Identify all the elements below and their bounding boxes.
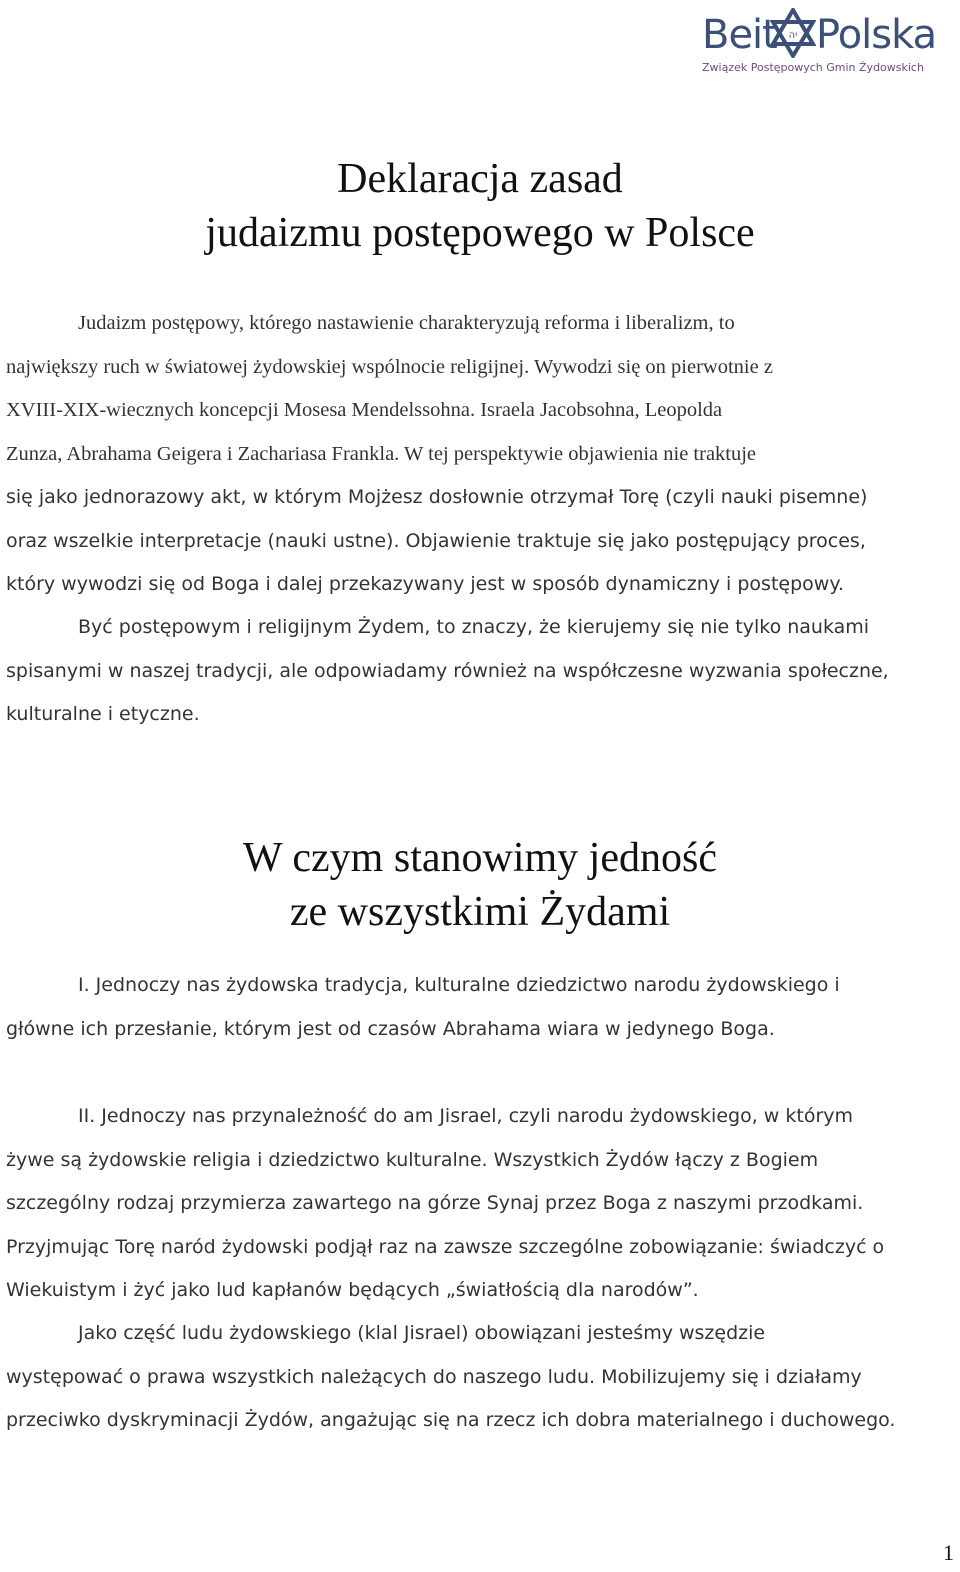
svg-text:יה: יה [788, 30, 798, 41]
text-line: Wiekuistym i żyć jako lud kapłanów będących „światłością dla narodów”. [6, 1279, 699, 1301]
text-line: II. Jednoczy nas przynależność do am Jisrael, czyli narodu żydowskiego, w którym [78, 1105, 854, 1127]
document-title-line1: Deklaracja zasad [337, 156, 623, 202]
text-line: główne ich przesłanie, którym jest od czasów Abrahama wiara w jedynego Boga. [6, 1017, 775, 1040]
text-line: się jako jednorazowy akt, w którym Mojżesz dosłownie otrzymał Torę (czyli nauki pisemne) [6, 486, 868, 508]
text-line: Być postępowym i religijnym Żydem, to znaczy, że kierujemy się nie tylko naukami [78, 616, 870, 638]
text-line: oraz wszelkie interpretacje (nauki ustne). Objawienie traktuje się jako postępujący proces, [6, 529, 866, 552]
text-line: szczególny rodzaj przymierza zawartego na górze Synaj przez Boga z naszymi przodkami. [6, 1192, 864, 1214]
principle-2-continuation-paragraph [6, 1312, 960, 1443]
text-line: kulturalne i etyczne. [6, 703, 200, 725]
document-title [0, 152, 960, 260]
principle-2-paragraph [6, 1095, 960, 1313]
text-line: Jako część ludu żydowskiego (klal Jisrael) obowiązani jesteśmy wszędzie [78, 1322, 766, 1344]
intro-paragraph-2 [6, 606, 960, 737]
logo-word-polska: Polska [816, 12, 937, 58]
section-title [0, 831, 960, 939]
intro-paragraph-1 [6, 302, 960, 607]
principle-1-paragraph [6, 964, 960, 1051]
text-line: spisanymi w naszej tradycji, ale odpowiadamy również na współczesne wyzwania społeczne, [6, 659, 889, 682]
text-line: Judaizm postępowy, którego nastawienie charakteryzują reforma i liberalizm, to [78, 312, 735, 334]
section-title-line1: W czym stanowimy jedność [243, 835, 717, 881]
text-line: przeciwko dyskryminacji Żydów, angażując się na rzecz ich dobra materialnego i duchowego. [6, 1409, 896, 1431]
logo-word-beit: Beit [702, 12, 777, 58]
beit-polska-logo [690, 8, 940, 78]
text-line: żywe są żydowskie religia i dziedzictwo kulturalne. Wszystkich Żydów łączy z Bogiem [6, 1148, 819, 1171]
section-title-line2: ze wszystkimi Żydami [289, 889, 671, 935]
text-line: Zunza, Abrahama Geigera i Zachariasa Frankla. W tej perspektywie objawienia nie traktuje [6, 442, 757, 465]
text-line: Przyjmując Torę naród żydowski podjął raz na zawsze szczególne zobowiązanie: świadczyć o [6, 1235, 885, 1258]
document-title-line2: judaizmu postępowego w Polsce [205, 210, 755, 256]
logo-subtitle: Związek Postępowych Gmin Żydowskich [702, 61, 924, 74]
text-line: XVIII-XIX-wiecznych koncepcji Mosesa Mendelssohna. Israela Jacobsohna, Leopolda [6, 399, 723, 421]
text-line: I. Jednoczy nas żydowska tradycja, kulturalne dziedzictwo narodu żydowskiego i [78, 974, 840, 996]
text-line: największy ruch w światowej żydowskiej wspólnocie religijnej. Wywodzi się on pierwotnie z [6, 355, 773, 378]
text-line: który wywodzi się od Boga i dalej przekazywany jest w sposób dynamiczny i postępowy. [6, 573, 844, 595]
text-line: występować o prawa wszystkich należących do naszego ludu. Mobilizujemy się i działamy [6, 1365, 862, 1388]
page-number: 1 [943, 1540, 954, 1565]
star-of-david-icon [770, 8, 816, 58]
